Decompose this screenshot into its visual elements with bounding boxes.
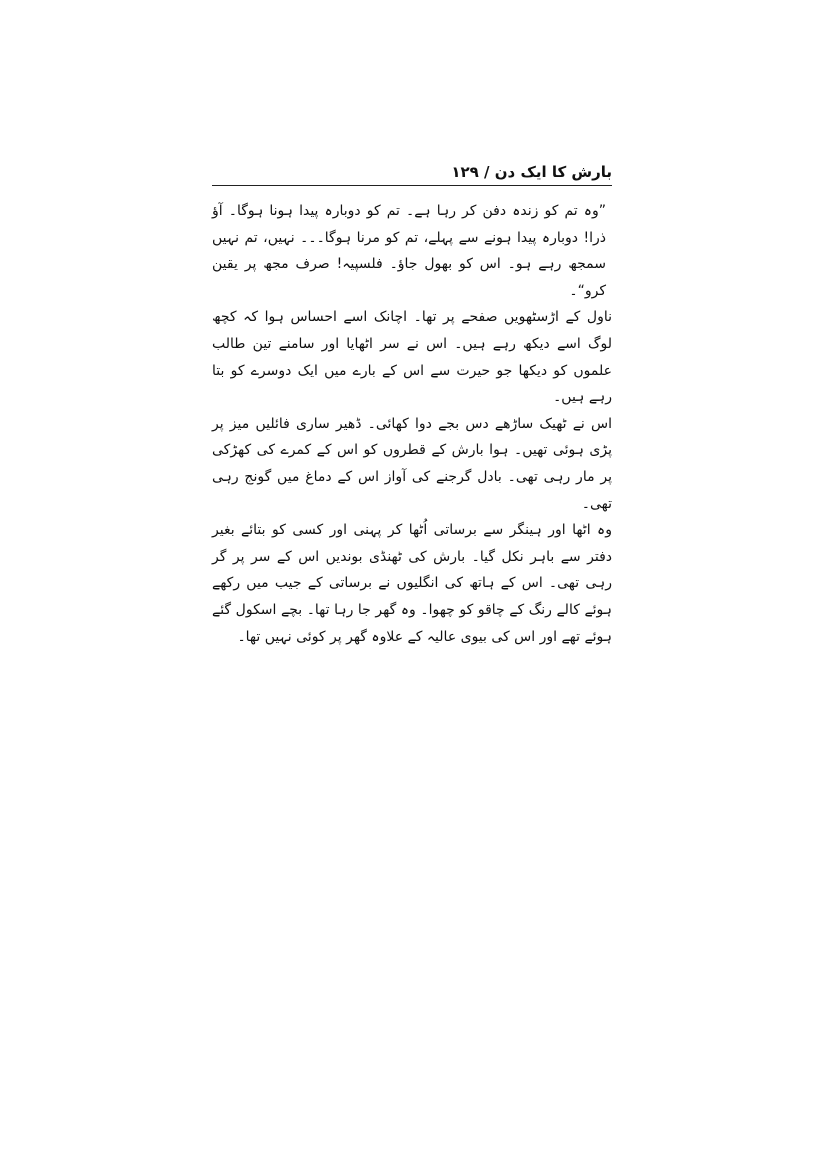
paragraph: وہ اٹھا اور ہینگر سے برساتی اُٹھا کر پہنی اور کسی کو بتائے بغیر دفتر سے باہر نکل گیا۔ بارش کی ٹھنڈی بوندیں اس کے سر پر گر رہی تھی۔ اس کے ہاتھ کی انگلیوں نے برساتی کے جیب میں رکھے ہوئے کالے رنگ کے چاقو کو چھوا۔ وہ گھر جا رہا تھا۔ بچے اسکول گئے ہوئے تھے اور اس کی بیوی عالیہ کے علاوہ گھر پر کوئی نہیں تھا۔ <box>212 522 612 645</box>
running-header: بارش کا ایک دن / ۱۲۹ <box>451 163 612 181</box>
body-text <box>212 198 612 650</box>
paragraph: ناول کے اڑسٹھویں صفحے پر تھا۔ اچانک اسے احساس ہوا کہ کچھ لوگ اسے دیکھ رہے ہیں۔ اس نے سر اٹھایا اور سامنے تین طالب علموں کو دیکھا جو حیرت سے اس کے بارے میں ایک دوسرے کو بتا رہے ہیں۔ <box>212 309 612 406</box>
paragraph: اس نے ٹھیک ساڑھے دس بجے دوا کھائی۔ ڈھیر ساری فائلیں میز پر پڑی ہوئی تھیں۔ ہوا بارش کے قطروں کو اس کے کمرے کی کھڑکی پر مار رہی تھی۔ بادل گرجنے کی آواز اس کے دماغ میں گونج رہی تھی۔ <box>212 415 612 512</box>
paragraph-quote: ”وہ تم کو زندہ دفن کر رہا ہے۔ تم کو دوبارہ پیدا ہونا ہوگا۔ آؤ ذرا! دوبارہ پیدا ہونے سے پہلے، تم کو مرنا ہوگا۔۔۔ نہیں، تم نہیں سمجھ رہے ہو۔ اس کو بھول جاؤ۔ فلسپیہ! صرف مجھ پر یقین کرو“۔ <box>212 203 606 299</box>
header-rule <box>212 185 612 186</box>
